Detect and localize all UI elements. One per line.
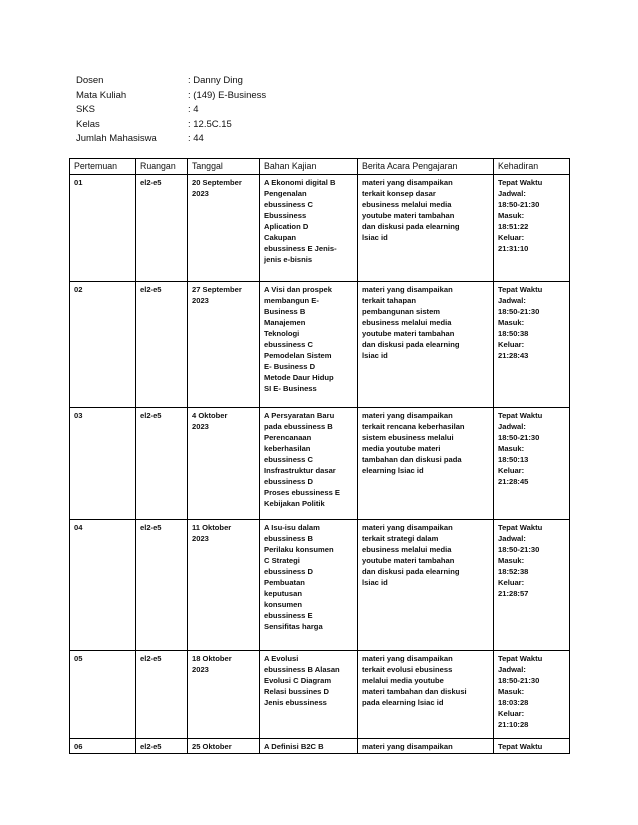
cell-kehadiran (494, 739, 570, 754)
cell-line: Masuk: (498, 211, 525, 220)
info-value: : 4 (188, 104, 199, 116)
cell-line: A Evolusi (264, 654, 299, 663)
cell-ruangan: el2-e5 (136, 520, 188, 651)
cell-line: Teknologi (264, 329, 300, 338)
cell-line: terkait evolusi ebusiness (362, 665, 453, 674)
cell-line: lsiac id (362, 351, 388, 360)
cell-line: 18:50-21:30 (498, 433, 540, 442)
cell-line: terkait strategi dalam (362, 534, 439, 543)
cell-line: dan diskusi pada elearning (362, 567, 460, 576)
cell-line: 25 Oktober (192, 742, 232, 751)
cell-line: ebussiness D (264, 567, 313, 576)
info-value: : (149) E-Business (188, 89, 267, 101)
header-berita-acara: Berita Acara Pengajaran (358, 159, 494, 175)
cell-line: Pengenalan (264, 189, 307, 198)
cell-line: Pemodelan Sistem (264, 351, 332, 360)
cell-berita-acara (358, 408, 494, 520)
cell-line: 21:28:57 (498, 589, 529, 598)
cell-line: dan diskusi pada elearning (362, 222, 460, 231)
cell-pertemuan: 01 (70, 175, 136, 282)
info-value: : Danny Ding (188, 75, 243, 86)
cell-line: 4 Oktober (192, 411, 228, 420)
cell-line: Business B (264, 307, 306, 316)
table-header-row (70, 159, 570, 175)
cell-line: Masuk: (498, 444, 525, 453)
info-value: : 12.5C.15 (188, 118, 232, 130)
cell-line: Jadwal: (498, 534, 526, 543)
cell-berita-acara (358, 739, 494, 754)
cell-line: 2023 (192, 189, 209, 198)
info-label: Jumlah Mahasiswa (76, 133, 157, 145)
cell-line: Aplication D (264, 222, 309, 231)
cell-line: 21:28:45 (498, 477, 529, 486)
cell-ruangan: el2-e5 (136, 739, 188, 754)
cell-line: 27 September (192, 285, 242, 294)
cell-line: ebussiness C (264, 455, 313, 464)
cell-line: pada elearning lsiac id (362, 698, 444, 707)
cell-line: 2023 (192, 534, 209, 543)
cell-line: terkait tahapan (362, 296, 417, 305)
cell-line: Keluar: (498, 578, 525, 587)
cell-line: Tepat Waktu (498, 742, 543, 751)
header-tanggal: Tanggal (188, 159, 260, 175)
cell-line: Masuk: (498, 318, 525, 327)
cell-kehadiran (494, 520, 570, 651)
cell-line: ebussiness E (264, 611, 313, 620)
cell-ruangan: el2-e5 (136, 408, 188, 520)
cell-line: Metode Daur Hidup (264, 373, 334, 382)
cell-line: A Definisi B2C B (264, 742, 324, 751)
cell-line: 11 Oktober (192, 523, 232, 532)
cell-line: Jadwal: (498, 665, 526, 674)
cell-line: ebussiness C (264, 340, 313, 349)
cell-line: keputusan (264, 589, 302, 598)
info-label: Dosen (76, 75, 104, 86)
cell-line: Relasi bussines D (264, 687, 329, 696)
cell-line: 18:50-21:30 (498, 676, 540, 685)
cell-pertemuan: 02 (70, 282, 136, 408)
header-kehadiran: Kehadiran (494, 159, 570, 175)
cell-bahan-kajian (260, 651, 358, 739)
table-row (70, 651, 570, 739)
header-bahan-kajian: Bahan Kajian (260, 159, 358, 175)
info-row (76, 103, 266, 118)
cell-line: terkait konsep dasar (362, 189, 436, 198)
info-value: : 44 (188, 133, 204, 145)
info-label: Mata Kuliah (76, 89, 127, 101)
cell-line: 21:28:43 (498, 351, 529, 360)
cell-pertemuan: 04 (70, 520, 136, 651)
cell-line: Masuk: (498, 687, 525, 696)
attendance-table (69, 158, 570, 754)
cell-line: Sensifitas harga (264, 622, 323, 631)
cell-tanggal (188, 282, 260, 408)
cell-berita-acara (358, 282, 494, 408)
cell-ruangan: el2-e5 (136, 651, 188, 739)
cell-line: elearning lsiac id (362, 466, 424, 475)
cell-pertemuan: 06 (70, 739, 136, 754)
info-label: Kelas (76, 118, 100, 130)
cell-line: sistem ebusiness melalui (362, 433, 454, 442)
cell-line: Perilaku konsumen (264, 545, 334, 554)
cell-line: keberhasilan (264, 444, 311, 453)
cell-line: melalui media youtube (362, 676, 444, 685)
table-row (70, 739, 570, 754)
cell-bahan-kajian (260, 408, 358, 520)
cell-line: 18:03:28 (498, 698, 529, 707)
cell-line: 18:50-21:30 (498, 307, 540, 316)
cell-line: A Isu-isu dalam (264, 523, 320, 532)
cell-ruangan: el2-e5 (136, 175, 188, 282)
cell-line: konsumen (264, 600, 302, 609)
cell-line: membangun E- (264, 296, 319, 305)
cell-line: Jadwal: (498, 189, 526, 198)
cell-berita-acara (358, 520, 494, 651)
cell-line: ebusiness melalui media (362, 200, 452, 209)
cell-tanggal (188, 408, 260, 520)
header-pertemuan: Pertemuan (70, 159, 136, 175)
cell-line: ebussiness E Jenis- (264, 244, 337, 253)
cell-line: dan diskusi pada elearning (362, 340, 460, 349)
cell-line: Tepat Waktu (498, 178, 543, 187)
cell-tanggal (188, 739, 260, 754)
cell-bahan-kajian (260, 282, 358, 408)
cell-line: materi tambahan dan diskusi (362, 687, 467, 696)
cell-line: Masuk: (498, 556, 525, 565)
cell-line: 18:52:38 (498, 567, 529, 576)
cell-line: youtube materi tambahan (362, 556, 455, 565)
cell-pertemuan: 03 (70, 408, 136, 520)
cell-line: 21:31:10 (498, 244, 529, 253)
cell-line: Tepat Waktu (498, 411, 543, 420)
cell-line: 18:50:13 (498, 455, 529, 464)
cell-kehadiran (494, 282, 570, 408)
cell-line: Proses ebussiness E (264, 488, 340, 497)
cell-bahan-kajian (260, 175, 358, 282)
cell-line: E- Business D (264, 362, 316, 371)
cell-line: A Ekonomi digital B (264, 178, 336, 187)
cell-line: materi yang disampaikan (362, 178, 453, 187)
cell-line: ebussiness B Alasan (264, 665, 340, 674)
cell-line: Keluar: (498, 466, 525, 475)
cell-line: Insfrastruktur dasar (264, 466, 336, 475)
cell-line: Keluar: (498, 233, 525, 242)
cell-line: Tepat Waktu (498, 654, 543, 663)
cell-line: A Visi dan prospek (264, 285, 332, 294)
cell-pertemuan: 05 (70, 651, 136, 739)
info-label: SKS (76, 104, 96, 116)
cell-tanggal (188, 651, 260, 739)
info-row (76, 74, 266, 89)
cell-line: materi yang disampaikan (362, 654, 453, 663)
cell-line: Kebijakan Politik (264, 499, 325, 508)
cell-line: ebussiness C (264, 200, 313, 209)
cell-line: 21:10:28 (498, 720, 529, 729)
cell-line: 18:50:38 (498, 329, 529, 338)
info-row (76, 118, 266, 133)
cell-line: ebusiness melalui media (362, 545, 452, 554)
cell-line: youtube materi tambahan (362, 329, 455, 338)
cell-line: lsiac id (362, 578, 388, 587)
cell-line: youtube materi tambahan (362, 211, 455, 220)
cell-line: 18:51:22 (498, 222, 529, 231)
cell-line: terkait rencana keberhasilan (362, 422, 465, 431)
table-row (70, 520, 570, 651)
cell-line: C Strategi (264, 556, 300, 565)
table-row (70, 282, 570, 408)
cell-line: Pembuatan (264, 578, 305, 587)
cell-line: Tepat Waktu (498, 523, 543, 532)
cell-berita-acara (358, 651, 494, 739)
cell-line: Tepat Waktu (498, 285, 543, 294)
cell-line: pada ebussiness B (264, 422, 333, 431)
cell-line: 18:50-21:30 (498, 545, 540, 554)
cell-line: 18:50-21:30 (498, 200, 540, 209)
cell-line: lsiac id (362, 233, 388, 242)
cell-line: ebussiness B (264, 534, 313, 543)
cell-line: Evolusi C Diagram (264, 676, 332, 685)
cell-line: SI E- Business (264, 384, 317, 393)
cell-line: 2023 (192, 665, 209, 674)
cell-line: Keluar: (498, 709, 525, 718)
cell-line: jenis e-bisnis (264, 255, 313, 264)
cell-line: tambahan dan diskusi pada (362, 455, 462, 464)
cell-line: Ebussiness (264, 211, 307, 220)
table-row (70, 408, 570, 520)
cell-line: materi yang disampaikan (362, 523, 453, 532)
cell-line: pembangunan sistem (362, 307, 441, 316)
cell-line: media youtube materi (362, 444, 441, 453)
cell-tanggal (188, 520, 260, 651)
cell-line: Jenis ebussiness (264, 698, 327, 707)
cell-kehadiran (494, 408, 570, 520)
info-row (76, 89, 266, 104)
info-row (76, 132, 266, 147)
cell-line: materi yang disampaikan (362, 411, 453, 420)
cell-ruangan: el2-e5 (136, 282, 188, 408)
cell-line: Manajemen (264, 318, 306, 327)
cell-bahan-kajian (260, 520, 358, 651)
cell-line: A Persyaratan Baru (264, 411, 335, 420)
cell-berita-acara (358, 175, 494, 282)
course-info (76, 74, 266, 147)
cell-line: ebussiness D (264, 477, 313, 486)
cell-line: Keluar: (498, 340, 525, 349)
cell-line: 18 Oktober (192, 654, 232, 663)
cell-line: Perencanaan (264, 433, 312, 442)
cell-line: 20 September (192, 178, 242, 187)
cell-tanggal (188, 175, 260, 282)
cell-line: 2023 (192, 296, 209, 305)
cell-line: Jadwal: (498, 422, 526, 431)
cell-line: ebusiness melalui media (362, 318, 452, 327)
cell-bahan-kajian (260, 739, 358, 754)
cell-line: materi yang disampaikan (362, 285, 453, 294)
header-ruangan: Ruangan (136, 159, 188, 175)
cell-line: materi yang disampaikan (362, 742, 453, 751)
cell-kehadiran (494, 175, 570, 282)
cell-line: Jadwal: (498, 296, 526, 305)
table-row (70, 175, 570, 282)
cell-kehadiran (494, 651, 570, 739)
cell-line: 2023 (192, 422, 209, 431)
cell-line: Cakupan (264, 233, 297, 242)
